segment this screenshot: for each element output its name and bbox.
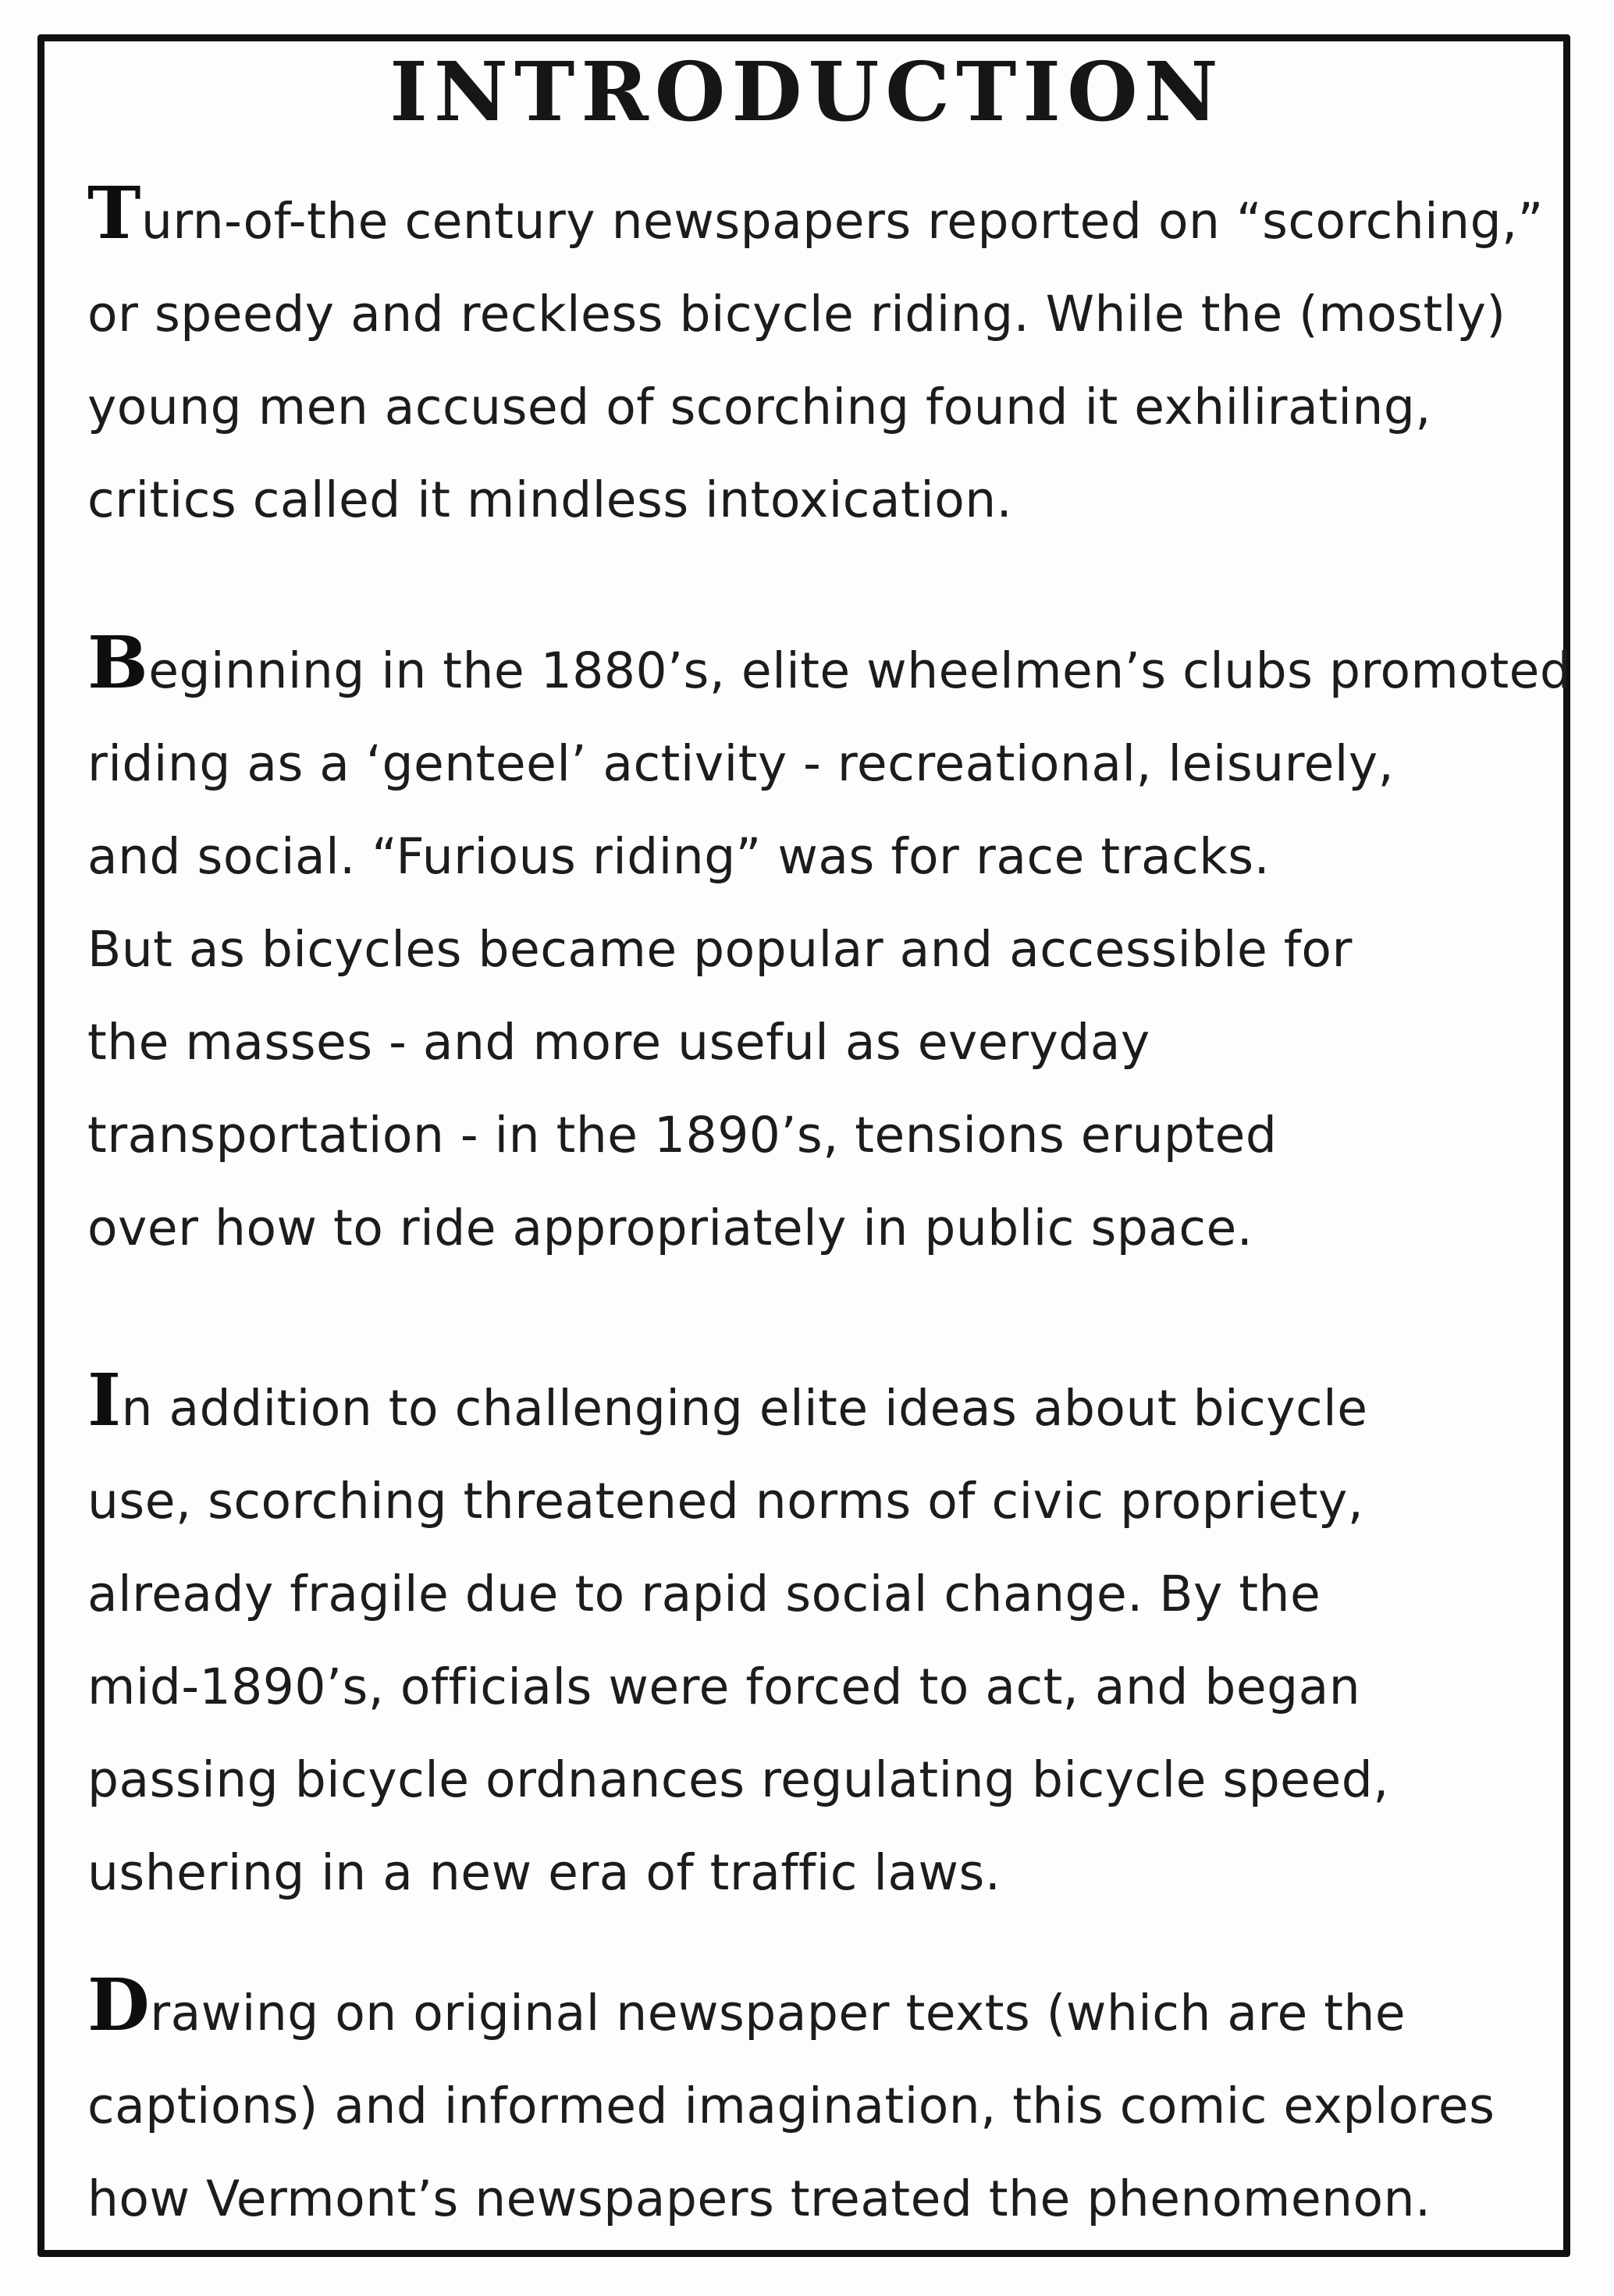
paragraph-line: ushering in a new era of traffic laws. [87, 1844, 1001, 1901]
paragraph-line: Turn-of-the century newspapers reported on “scorching,” [87, 171, 1544, 255]
paragraph-line: transportation - in the 1890’s, tensions erupted [87, 1107, 1278, 1164]
paragraph-line: over how to ride appropriately in public space. [87, 1200, 1253, 1256]
paragraph-line: use, scorching threatened norms of civic propriety, [87, 1473, 1364, 1530]
paragraph-line: the masses - and more useful as everyday [87, 1014, 1150, 1071]
paragraph-line: how Vermont’s newspapers treated the phenomenon. [87, 2170, 1431, 2227]
page-title: INTRODUCTION [389, 44, 1225, 140]
paragraph-line: already fragile due to rapid social change. By the [87, 1566, 1321, 1622]
intro-paragraph-3 [87, 1354, 1523, 1919]
paragraph-line: or speedy and reckless bicycle riding. While the (mostly) [87, 286, 1506, 343]
drop-cap: B [87, 620, 149, 705]
paragraph-line: mid-1890’s, officials were forced to act, and began [87, 1658, 1361, 1715]
intro-paragraph-2 [87, 617, 1572, 1274]
paragraph-line: Drawing on original newspaper texts (which are the [87, 1963, 1406, 2047]
drop-cap: D [87, 1963, 151, 2047]
drop-cap: I [87, 1358, 122, 1442]
intro-paragraph-1 [87, 167, 1544, 546]
paragraph-line: In addition to challenging elite ideas about bicycle [87, 1358, 1368, 1442]
intro-paragraph-4 [87, 1959, 1523, 2245]
paragraph-line: But as bicycles became popular and accessible for [87, 921, 1353, 978]
paragraph-line: critics called it mindless intoxication. [87, 471, 1013, 528]
paragraph-line: riding as a ‘genteel’ activity - recreational, leisurely, [87, 735, 1395, 792]
paragraph-line: and social. “Furious riding” was for race tracks. [87, 828, 1271, 885]
paragraph-line: young men accused of scorching found it exhilirating, [87, 379, 1431, 435]
paragraph-line: captions) and informed imagination, this comic explores [87, 2077, 1495, 2134]
paragraph-line: passing bicycle ordnances regulating bicycle speed, [87, 1751, 1389, 1808]
drop-cap: T [87, 171, 141, 255]
paragraph-line: Beginning in the 1880’s, elite wheelmen’s clubs promoted [87, 620, 1572, 705]
